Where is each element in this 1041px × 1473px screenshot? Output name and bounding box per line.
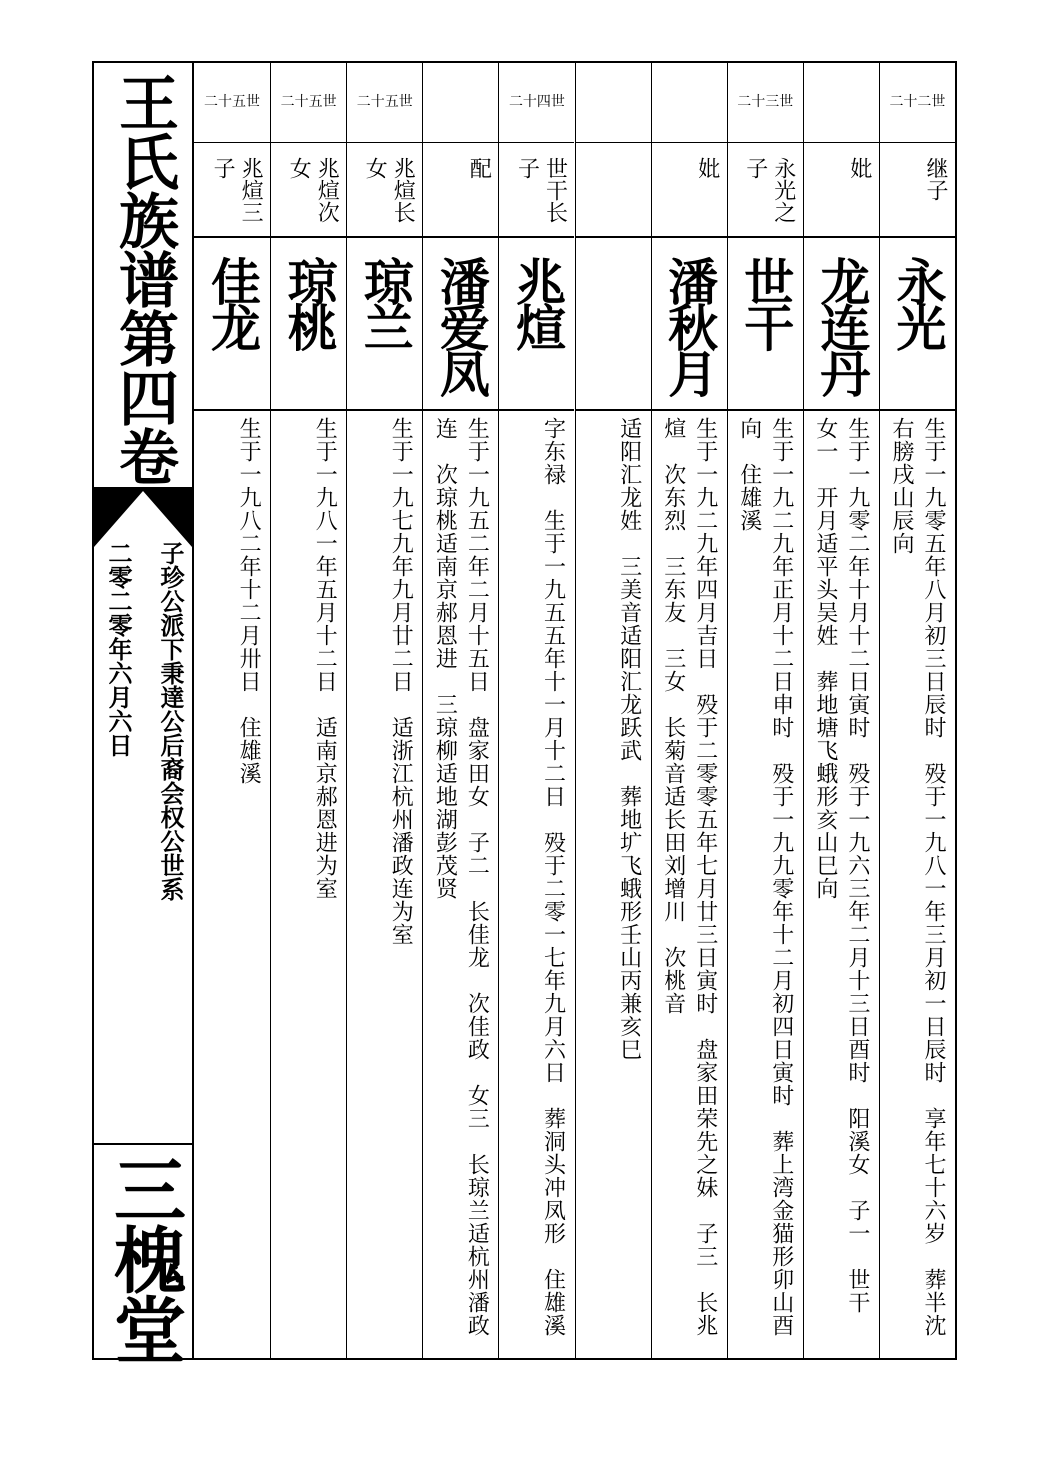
generation-label-cell — [347, 63, 422, 143]
relation-label: 继子 — [922, 157, 948, 201]
generation-label: 二十三世 — [737, 94, 794, 110]
entry-column — [270, 63, 346, 1358]
entry-column — [498, 63, 574, 1358]
relation-label-cell — [423, 143, 498, 238]
biography-text: 生于一九五二年二月十五日 盘家田女 子二 长佳龙 次佳政 女三 长琼兰适杭州潘政连 次琼桃适南京郝恩进 三琼柳适地湖彭茂贤 — [432, 417, 490, 1337]
relation-label: 兆煊次女 — [286, 157, 340, 223]
biography-text: 生于一九八二年十二月卅日 住雄溪 — [236, 417, 262, 785]
person-name-cell — [194, 238, 270, 411]
person-name: 永光 — [888, 256, 947, 348]
person-name: 琼兰 — [355, 256, 414, 348]
generation-label-cell — [652, 63, 727, 143]
generation-label-cell — [499, 63, 574, 143]
biography-text-cell — [728, 411, 803, 1358]
person-name: 佳龙 — [203, 256, 262, 348]
title-spine — [94, 63, 194, 1363]
relation-label-cell — [880, 143, 955, 238]
chevron-ornament — [94, 487, 192, 547]
biography-text: 生于一九零二年十月十二日寅时 殁于一九六三年二月十三日酉时 阳溪女 子一 世干 女一 开月适平头吴姓 葬地塘飞蛾形亥山巳向 — [812, 417, 870, 1337]
biography-text-cell — [347, 411, 422, 1358]
biography-text: 生于一九八一年五月十二日 适南京郝恩进为室 — [312, 417, 338, 900]
relation-label: 配 — [466, 157, 492, 179]
generation-label-cell — [423, 63, 498, 143]
genealogy-grid — [194, 63, 955, 1358]
biography-text-cell — [499, 411, 574, 1358]
generation-label-cell — [194, 63, 270, 143]
relation-label-cell — [576, 143, 651, 238]
entry-column — [194, 63, 270, 1358]
person-name-cell — [652, 238, 727, 411]
person-name-cell — [423, 238, 498, 411]
relation-label: 永光之子 — [742, 157, 796, 223]
relation-label-cell — [271, 143, 346, 238]
biography-text: 字东禄 生于一九五五年十一月十二日 殁于二零一七年九月六日 葬洞头冲凤形 住雄溪 — [540, 417, 566, 1337]
lineage-line: 子珍公派下秉達公后裔会权公世系 — [156, 541, 185, 901]
biography-text: 生于一九七九年九月廿二日 适浙江杭州潘政连为室 — [388, 417, 414, 946]
generation-label-cell — [271, 63, 346, 143]
entry-column — [879, 63, 955, 1358]
biography-text-cell — [880, 411, 955, 1358]
relation-label-cell — [652, 143, 727, 238]
relation-label: 妣 — [846, 157, 872, 179]
generation-label: 二十五世 — [280, 94, 337, 110]
relation-label: 妣 — [694, 157, 720, 179]
generation-label-cell — [728, 63, 803, 143]
genealogy-page-frame — [92, 61, 957, 1363]
book-title: 王氏族谱第四卷 — [109, 71, 179, 485]
compile-date: 二零二零年六月六日 — [104, 541, 133, 757]
generation-label: 二十五世 — [204, 94, 261, 110]
generation-label-cell — [880, 63, 955, 143]
person-name-cell — [804, 238, 879, 411]
biography-text: 生于一九二九年四月吉日 殁于二零零五年七月廿三日寅时 盘家田荣先之妹 子三 长兆煊 次东烈 三东友 三女 长菊音适长田刘增川 次桃音 — [660, 417, 718, 1337]
entry-column — [651, 63, 727, 1358]
biography-text-cell — [194, 411, 270, 1358]
generation-label: 二十四世 — [508, 94, 565, 110]
biography-text: 生于一九零五年八月初三日辰时 殁于一九八一年三月初一日辰时 享年七十六岁 葬半沈右膀戌山辰向 — [888, 417, 946, 1337]
person-name-cell — [576, 238, 651, 411]
person-name: 潘秋月 — [660, 256, 719, 394]
person-name: 琼桃 — [279, 256, 338, 348]
generation-label-cell — [576, 63, 651, 143]
entry-column — [575, 63, 651, 1358]
relation-label: 兆煊长女 — [362, 157, 416, 223]
entry-column — [346, 63, 422, 1358]
person-name: 兆煊 — [507, 256, 566, 348]
person-name: 龙连丹 — [812, 256, 871, 394]
relation-label-cell — [347, 143, 422, 238]
biography-text-cell — [423, 411, 498, 1358]
generation-label: 二十二世 — [889, 94, 946, 110]
relation-label-cell — [728, 143, 803, 238]
biography-text-cell — [804, 411, 879, 1358]
person-name: 世干 — [736, 256, 795, 348]
relation-label-cell — [804, 143, 879, 238]
relation-label: 世干长子 — [514, 157, 568, 223]
generation-label: 二十五世 — [356, 94, 413, 110]
relation-label: 兆煊三子 — [210, 157, 264, 223]
relation-label-cell — [499, 143, 574, 238]
entry-column — [803, 63, 879, 1358]
person-name-cell — [347, 238, 422, 411]
biography-text: 适阳汇龙姓 三美音适阳汇龙跃武 葬地圹飞蛾形壬山丙兼亥巳 — [616, 417, 642, 1061]
biography-text: 生于一九二九年正月十二日申时 殁于一九九零年十二月初四日寅时 葬上湾金猫形卯山酉向 住雄溪 — [736, 417, 794, 1337]
person-name-cell — [499, 238, 574, 411]
biography-text-cell — [576, 411, 651, 1358]
generation-label-cell — [804, 63, 879, 143]
person-name: 潘爱凤 — [431, 256, 490, 394]
relation-label-cell — [194, 143, 270, 238]
entry-column — [422, 63, 498, 1358]
biography-text-cell — [271, 411, 346, 1358]
person-name-cell — [271, 238, 346, 411]
entry-column — [727, 63, 803, 1358]
hall-name: 三槐堂 — [102, 1153, 187, 1363]
hall-divider — [94, 1143, 192, 1145]
person-name-cell — [728, 238, 803, 411]
person-name-cell — [880, 238, 955, 411]
biography-text-cell — [652, 411, 727, 1358]
